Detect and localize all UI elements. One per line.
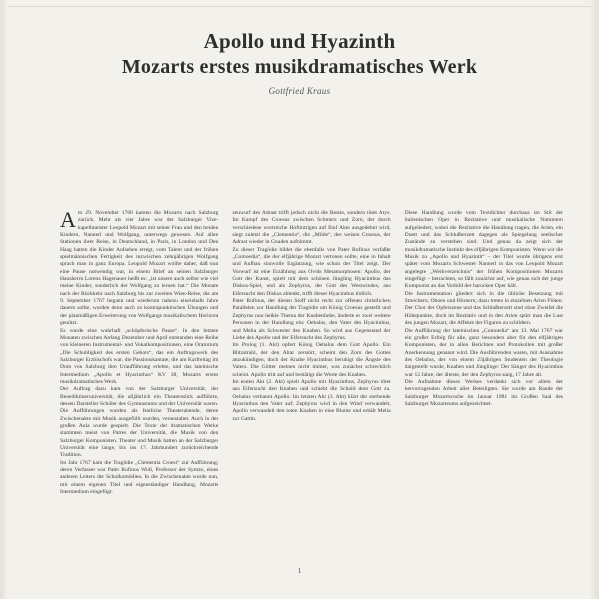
article-header [0, 28, 599, 96]
paragraph: Die Aufnahme dieses Werkes verdankt sich vor allem der hervorragenden Arbeit aller Beteiligten. Sie wurde am Rande der Salzburger Mozartwoche im Januar 1981 im Großen Saal des Salzburger Mozarteums aufgezeichnet. [404, 378, 563, 407]
paragraph: Im Jahr 1767 kam die Tragödie „Clementia Croesi“ zur Aufführung; deren Verfasser war Pater Rufinus Widl, Professor der Syntax, eines anderen Leiters der Schulkomödien. In die Zwischenakte wurde nun, mit einem eigenen Titel und eigenständiger Handlung, Mozarts Intermedium eingefügt. [60, 459, 219, 496]
article-title: Apollo und Hyazinth [203, 29, 396, 53]
text-column-2 [232, 210, 390, 555]
paragraph: Pater Rufinus, der diesen Stoff nicht recht zur offenen christlichen Parallelen zur Handlung der Tragödie um König Croesus gestellt und Zephyrus nun heikle Thema der Knabenliebe, änderte er zwei weitere Personen in der Handlung ein: Oebalus, den Vater des Hyacinthus, und Melia als Schwester des Knaben. So wird aus Gegenstand der Liebe des Apollo und der Eifersucht des Zephyrus. [232, 298, 391, 341]
paragraph: zeuwurf des Adrast trifft jedoch nicht die Bestie, sondern tötet Atys. Im Kampf des Croesus zwischen Schmerz und Zorn, der durch verschiedene wortreiche Hoftintrigen auf fünf Akte ausgedehnt wird, siegt zuletzt die „Clementia“, die „Milde“, des weisen Croesus, der Adrast wieder in Gnaden aufnimmt. [232, 210, 391, 246]
paragraph: m 29. November 1766 kamen die Mozarts nach Salzburg zurück. Mehr als vier Jahre war der Salzburger Vize-kapellmeister Leopold Mozart mit seiner Frau und den beiden Kindern, Nannerl und Wolfgang, unterwegs gewesen. Auf allen Stationen ihrer Reise, in Deutschland, in Paris, in London und Den Haag hatten die Kinder Aufsehen erregt, vom Talent und der frühen spielmännischen Fertigkeit des inzwischen zehnjährigen Wolfgang sprach man in ganz Europa. Leopold Mozart wollte daher, daß nun eine Pause notwendig war, in einem Brief an seinen Salzburger Hausherrn Lorenz Hagenauer heißt es: „ist unsere auch selbst wie viel meine Kinder, sonderlich der Wolfgang zu lernen hat.“ Die Monate nach der Rückkehr nach Salzburg bis zur zweiten Wien-Reise, die am 9. September 1767 begann und wiederum nahezu eineinhalb Jahre dauern sollte, wurden denn auch zu kontrapunktischen Übungen und der planmäßigen Erweiterung von Wolfgangs musikalischem Horizont genützt. [60, 210, 219, 327]
paragraph: Der Auftrag dazu kam von der Salzburger Universität, der Benediktineruniversität, die alljährlich ein Theaterstück aufführte, dessen Darsteller Schüler des Gymnasiums und der Universität waren. Die Aufführungen wurden als festliche Theaterabende, deren Zwischenakte mit Musik ausgefüllt wurden, veranstaltet. Auch in der großen Aula wurde gespielt. Die Texte der dramatischen Werke stammten meist von Patres der Universität, die Musik von den Salzburger Komponisten. Theater und Musik hatten an der Salzburger Universität eine lange, bis ins 17. Jahrhundert zurückreichende Tradition. [60, 386, 219, 459]
paragraph: Im ersten Akt (2. Akt) spielt Apollo mit Hyacinthus, Zephyrus tötet aus Eifersucht den Knaben und schiebt die Schuld dem Gott zu. Oebalus verbannt Apollo. Im letzten Akt (3. Akt) klärt der sterbende Hyacinthus den Vater auf; Zephyrus wird in den Wind verwandelt, Apollo verwandelt den toten Knaben in eine Blume und erhält Melia zur Gattin. [232, 378, 391, 422]
drop-cap: A [60, 210, 76, 232]
paragraph: Die Instrumentation gliedert sich in die übliche Besetzung mit Streichern, Oboen und Hörnern; dazu treten in einzelnen Arien Flöten. Der Chor der Opferszene und das Schlußterzett sind ohne Zweifel die Höhepunkte, doch im Rezitativ und in den Arien spürt man die Lust des jungen Mozart, die Affekte der Figuren zu schildern. [404, 290, 563, 327]
paragraph: Es wurde eine wahrhaft „schöpferische Pause“. In den letzten Monaten zwischen Anfang Dezember und April entstanden eine Reihe von kleineren Instrumental- und Vokalkompositionen, eine Oratorium „Die Schuldigkeit des ersten Gebots“, das ein Auftragswerk des Salzburger Erzbischofs war, die Passionskantate, die am Karfreitag im Dom von Salzburg ihre Uraufführung erlebte, und das lateinische Intermedium „Apollo et Hyacinthus“ KV 38, Mozarts erstes musikdramatisches Werk. [60, 327, 219, 385]
text-column-3 [405, 210, 563, 555]
article-author: Gottfried Kraus [268, 86, 331, 96]
article-subtitle: Mozarts erstes musikdramatisches Werk [121, 56, 478, 78]
page-number: 1 [297, 567, 302, 575]
paragraph: Die Aufführung der lateinischen „Comoedia“ am 13. Mai 1767 war ein großer Erfolg für alle, ganz besonders aber für den elfjährigen Komponisten, der in allen Berichten und Protokollen mit großer Anerkennung genannt wird. Die Ausführenden waren, mit Ausnahme des Oebalus, der von einem 23jährigen Studenten der Theologie dargestellt wurde, Knaben und Jünglinge: Der Sänger des Hyacinthus war 12 Jahre, der älteste, der den Zephyrus sang, 17 Jahre alt. [404, 327, 563, 378]
text-column-1 [60, 210, 218, 555]
paragraph: Zu dieser Tragödie bildet die ebenfalls von Pater Rufinus verfaßte „Comoedia“, die der elfjährige Mozart vertonen sollte, eine in Inhalt und Aufbau sinnvolle Ergänzung, wie schon der Titel zeigt. Der Vorwurf ist eine Erzählung aus Ovids Metamorphosen: Apollo, der Gott der Kunst, spielt mit dem schönen Jüngling Hyacinthus das Diskus-Spiel, und als Zephyrus, der Gott des Westwindes, aus Eifersucht den Diskus ablenkt, trifft dieser Hyacinthus tödlich. [232, 246, 391, 297]
paragraph: Im Prolog (1. Akt) opfert König Oebalus dem Gott Apollo. Ein Blitzstrahl, der den Altar zerstört, scheint den Zorn des Gottes anzukündigen, doch der Knabe Hyacinthus beruhigt die Ängste des Vaters. Die Götter meinen nicht immer, was zunächst schrecklich scheint. Apollo tritt auf und bestätigt die Worte des Knaben. [232, 342, 391, 378]
text-columns [60, 210, 563, 555]
paragraph: Diese Handlung wurde vom Textdichter durchaus im Stil der italienischen Oper in Rezitative und musikalische Nummern aufgeliedert, wobei die Rezitative die Handlung tragen, die Arien, ein Duett und das Schlußterzett dagegen als Spiegelung seelischer Zustände zu verstehen sind. Und genau da zeigt sich der musikdramatische Instinkt des elfjährigen Komponisten. Wenn wir die Musik zu „Apollo und Hyazinth“ – der Titel wurde übrigens erst später vom Mozarts Schwester Nannerl in das von Leopold Mozart angelegte „Werkverzeichnis“ der frühen Kompositionen Mozarts eingefügt – betrachten, so fällt zunächst auf, wie genau sich der junge Komponist an das Vorbild der barocken Oper hält. [404, 210, 563, 290]
top-rule [8, 6, 591, 7]
